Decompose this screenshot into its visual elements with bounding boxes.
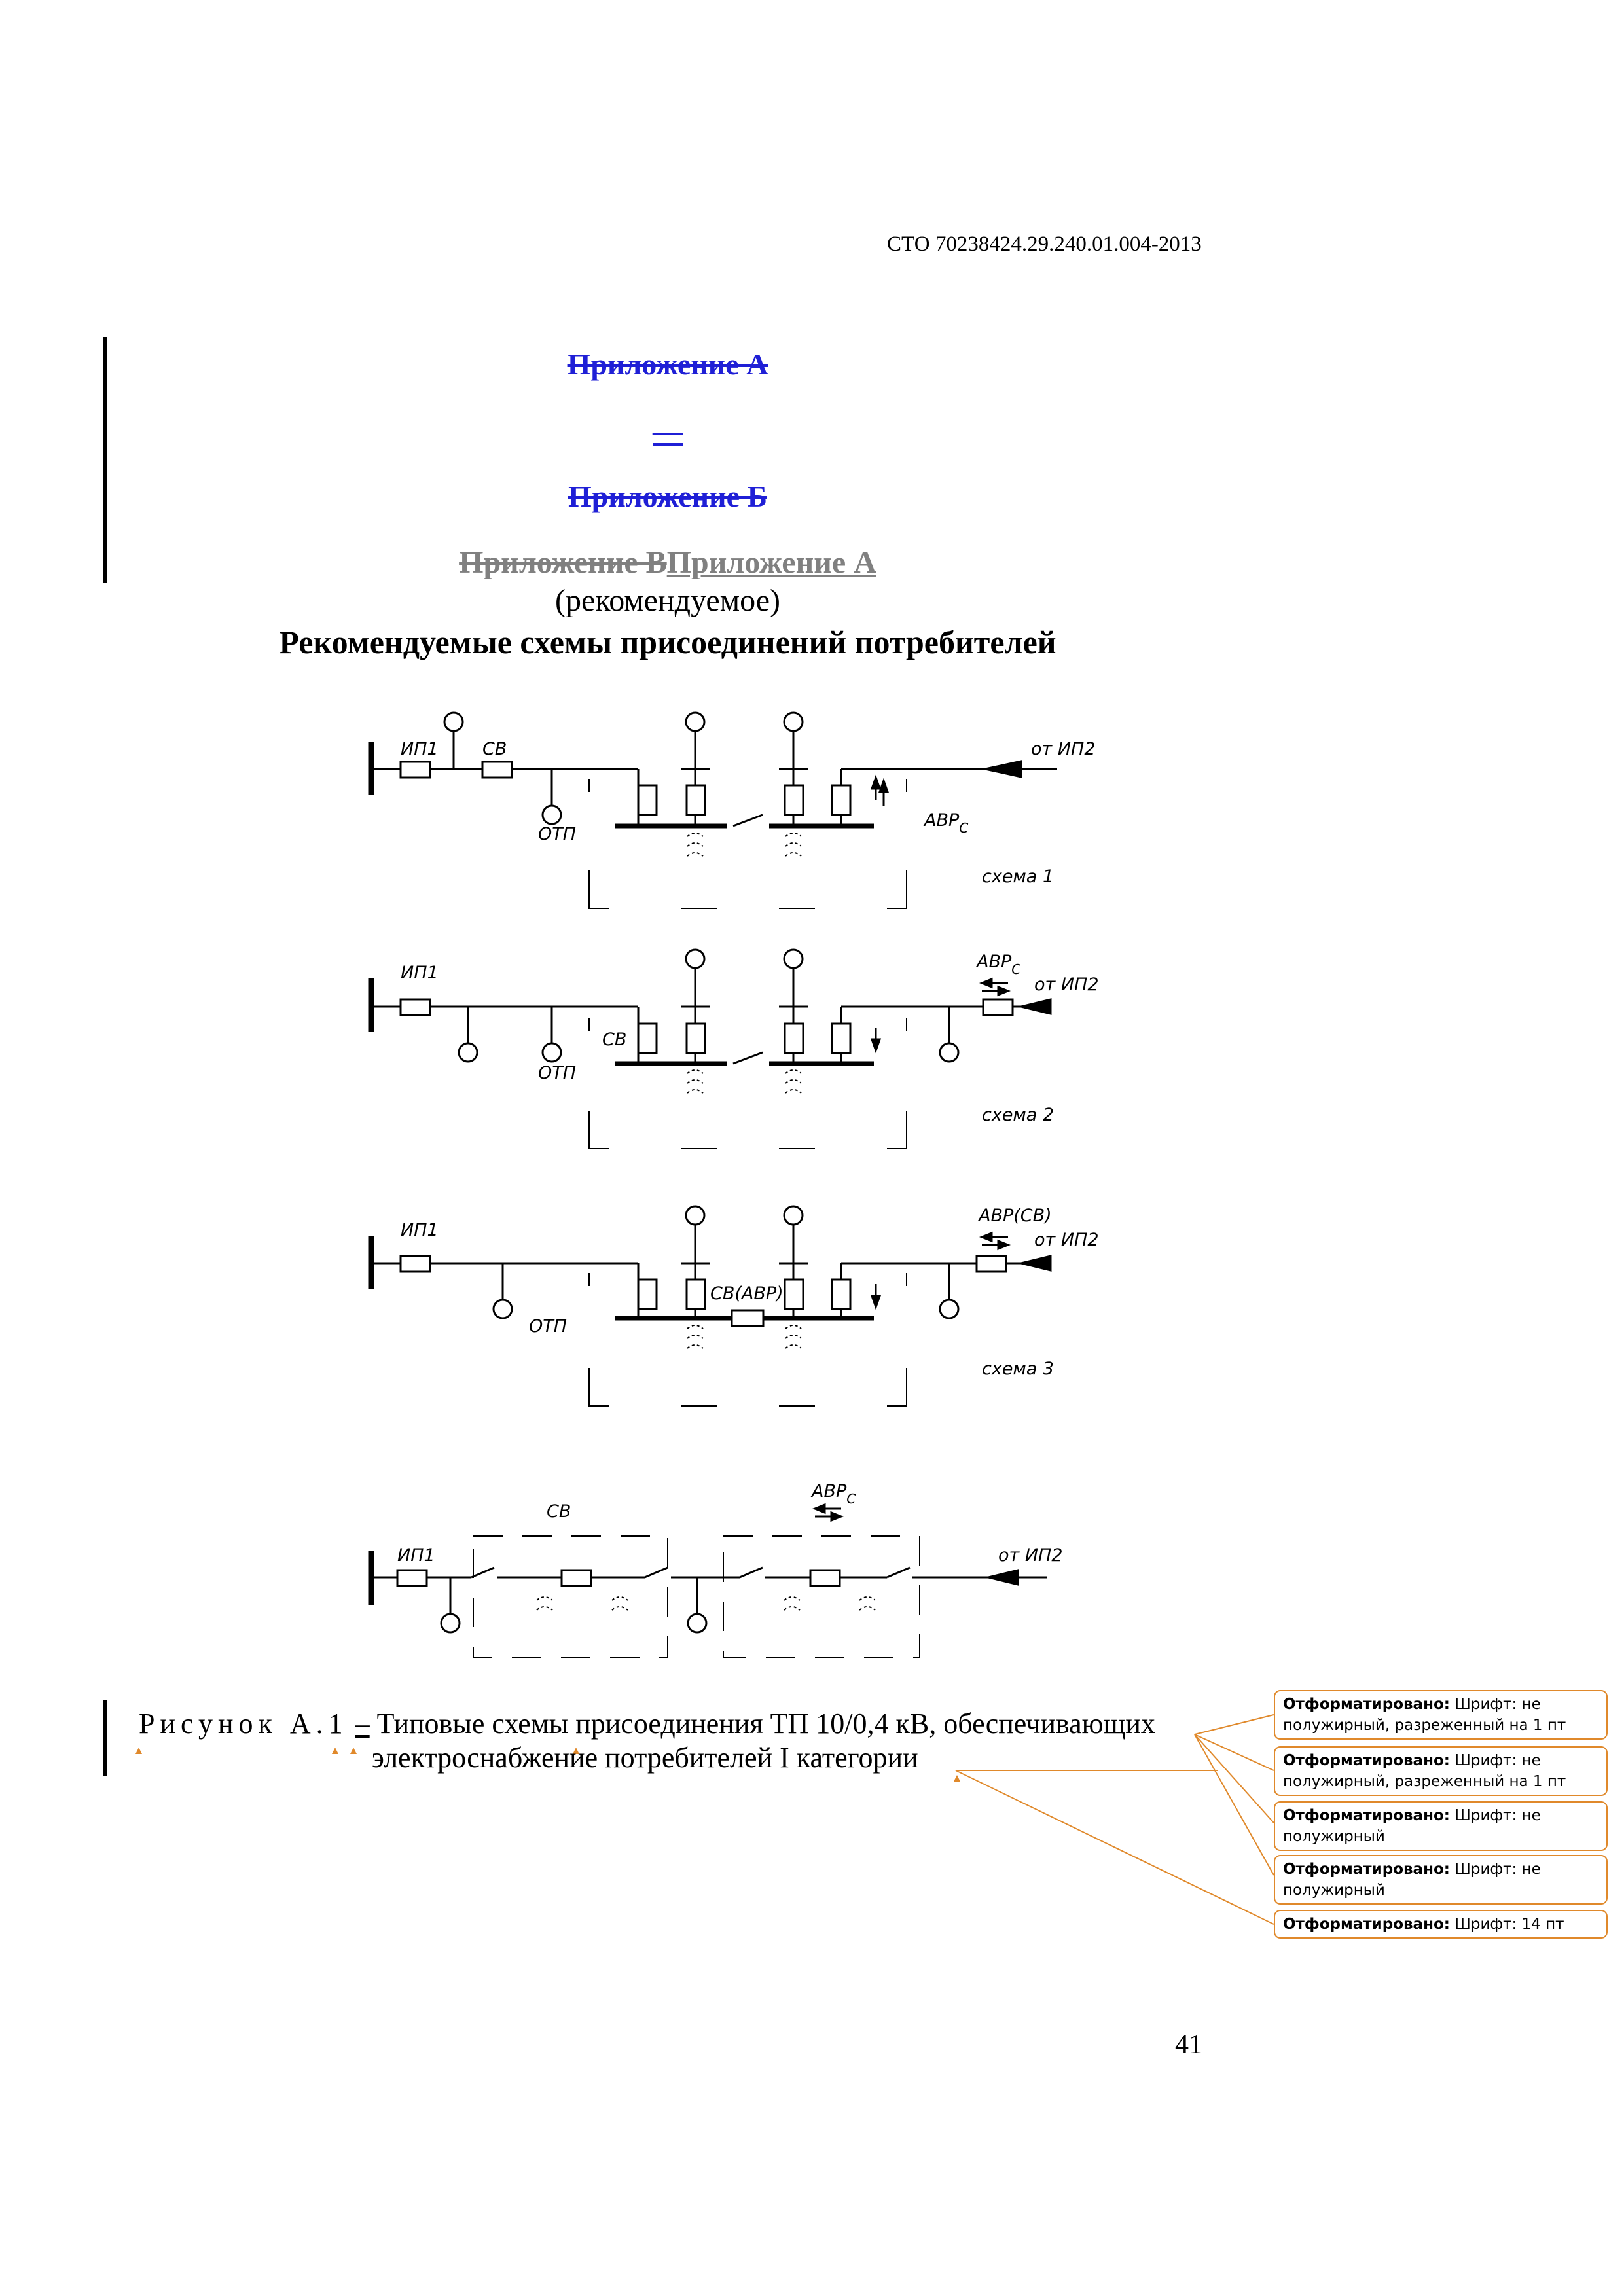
s2-sv-label: СВ [602,1030,627,1050]
s1-scheme-label: схема 1 [982,867,1055,887]
appendix-status: (рекомендуемое) [555,583,780,618]
scheme-3 [371,1206,1051,1406]
format-balloon[interactable]: Отформатировано: Шрифт: 14 пт [1274,1910,1608,1939]
format-balloon[interactable]: Отформатировано: Шрифт: не полужирный, разреженный на 1 пт [1274,1690,1608,1740]
s1-otp-label: ОТП [538,824,577,844]
s3-from-ip2-label: от ИП2 [1034,1230,1099,1250]
s3-sv-avr-label: СВ(АВР) [710,1283,784,1304]
format-balloon[interactable]: Отформатировано: Шрифт: не полужирный [1274,1801,1608,1851]
deleted-heading-v: Приложение В [459,545,667,580]
format-balloon[interactable]: Отформатировано: Шрифт: не полужирный [1274,1855,1608,1905]
s3-ip1-label: ИП1 [401,1220,439,1240]
s4-from-ip2-label: от ИП2 [998,1545,1063,1566]
s4-sv-label: СВ [547,1501,571,1522]
s2-scheme-label: схема 2 [982,1105,1055,1125]
deleted-heading-b: Приложение Б [568,480,768,513]
s4-ip1-label: ИП1 [397,1545,435,1566]
figure-caption-dash: – [355,1708,370,1740]
s1-sv-label: СВ [482,739,507,759]
figure-caption-line2: электроснабжение потребителей I категории [372,1742,918,1774]
scheme-4 [371,1505,1047,1657]
page-number: 41 [1175,2030,1202,2060]
scheme-2 [371,950,1051,1149]
s2-from-ip2-label: от ИП2 [1034,975,1099,995]
deleted-heading-a: Приложение А [567,348,768,381]
s2-ip1-label: ИП1 [401,963,439,983]
s2-avr-label: $АВР_С$ [977,952,1021,977]
figure-caption-prefix: Рисунок А.1 [139,1708,348,1740]
s1-ip1-label: ИП1 [401,739,439,759]
document-code: СТО 70238424.29.240.01.004-2013 [887,232,1202,256]
s3-otp-label: ОТП [529,1316,568,1336]
appendix-title: Рекомендуемые схемы присоединений потребителей [279,624,1056,660]
figure-caption-line1 [139,1707,1155,1740]
inserted-heading-a: Приложение А [666,545,876,580]
s2-otp-label: ОТП [538,1063,577,1083]
s4-avr-label: $АВР_С$ [812,1481,856,1507]
balloon-connectors [956,1715,1274,1924]
format-balloon[interactable]: Отформатировано: Шрифт: не полужирный, разреженный на 1 пт [1274,1746,1608,1796]
s3-avr-sv-label: АВР(СВ) [979,1206,1052,1226]
deleted-dash: — [653,414,683,448]
s1-from-ip2-label: от ИП2 [1031,739,1096,759]
s1-avr-label: $АВР_С$ [924,810,969,836]
figure-caption-text: Типовые схемы присоединения ТП 10/0,4 кВ, обеспечивающих [376,1708,1155,1740]
s3-scheme-label: схема 3 [982,1359,1055,1379]
